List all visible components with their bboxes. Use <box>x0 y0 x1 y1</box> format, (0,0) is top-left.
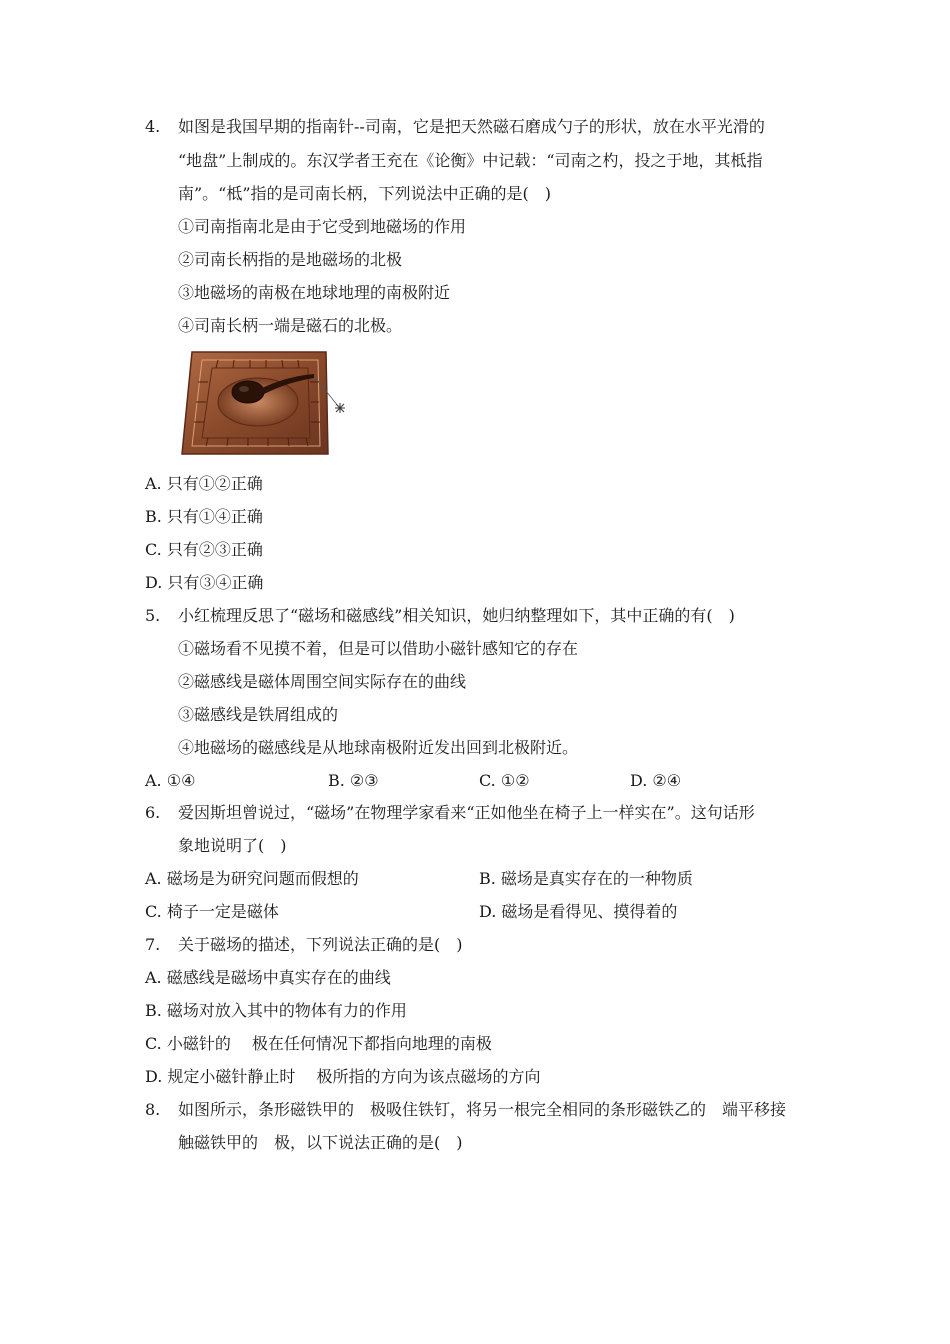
q7-text-line1: 关于磁场的描述，下列说法正确的是( ) <box>178 935 463 954</box>
q5-statement-4: ④地磁场的磁感线是从地球南极附近发出回到北极附近。 <box>178 738 579 757</box>
q8-number: 8. <box>145 1100 161 1119</box>
q8-text-line2: 触磁铁甲的 极，以下说法正确的是( ) <box>178 1133 463 1152</box>
q4-option-c: C. 只有②③正确 <box>145 540 263 559</box>
sinan-compass-icon <box>178 346 356 458</box>
q6-option-b: B. 磁场是真实存在的一种物质 <box>479 869 693 888</box>
q5-option-a: A. ①④ <box>145 771 196 790</box>
q4-statement-3: ③地磁场的南极在地球地理的南极附近 <box>178 283 451 302</box>
q5-statement-1: ①磁场看不见摸不着，但是可以借助小磁针感知它的存在 <box>178 639 579 658</box>
q6-text-line1: 爱因斯坦曾说过，“磁场”在物理学家看来“正如他坐在椅子上一样实在”。这句话形 <box>178 803 755 822</box>
q6-text-line2: 象地说明了( ) <box>178 836 287 855</box>
q4-text-line1: 如图是我国早期的指南针--司南，它是把天然磁石磨成勺子的形状，放在水平光滑的 <box>178 117 765 136</box>
q7-option-d: D. 规定小磁针静止时 极所指的方向为该点磁场的方向 <box>145 1067 541 1086</box>
q7-number: 7. <box>145 935 161 954</box>
q4-statement-4: ④司南长柄一端是磁石的北极。 <box>178 316 403 335</box>
q7-option-b: B. 磁场对放入其中的物体有力的作用 <box>145 1001 407 1020</box>
q6-option-c: C. 椅子一定是磁体 <box>145 902 279 921</box>
q5-statement-2: ②磁感线是磁体周围空间实际存在的曲线 <box>178 672 467 691</box>
q4-text-line2: “地盘”上制成的。东汉学者王充在《论衡》中记载：“司南之杓，投之于地，其柢指 <box>178 151 763 170</box>
q4-statement-1: ①司南指南北是由于它受到地磁场的作用 <box>178 217 467 236</box>
q4-option-b: B. 只有①④正确 <box>145 507 263 526</box>
q5-text-line1: 小红梳理反思了“磁场和磁感线”相关知识，她归纳整理如下，其中正确的有( ) <box>178 606 735 625</box>
q5-option-d: D. ②④ <box>630 771 682 790</box>
q4-number: 4. <box>145 117 161 136</box>
q4-option-a: A. 只有①②正确 <box>145 474 263 493</box>
q7-option-a: A. 磁感线是磁场中真实存在的曲线 <box>145 968 391 987</box>
q4-option-d: D. 只有③④正确 <box>145 573 264 592</box>
q8-text-line1: 如图所示，条形磁铁甲的 极吸住铁钉，将另一根完全相同的条形磁铁乙的 端平移接 <box>178 1100 787 1119</box>
q6-option-d: D. 磁场是看得见、摸得着的 <box>479 902 678 921</box>
q7-option-c: C. 小磁针的 极在任何情况下都指向地理的南极 <box>145 1034 492 1053</box>
q5-option-b: B. ②③ <box>328 771 379 790</box>
q5-option-c: C. ①② <box>479 771 530 790</box>
sinan-compass-figure <box>178 346 356 458</box>
q4-statement-2: ②司南长柄指的是地磁场的北极 <box>178 250 403 269</box>
q5-number: 5. <box>145 606 161 625</box>
q6-number: 6. <box>145 803 161 822</box>
q6-option-a: A. 磁场是为研究问题而假想的 <box>145 869 359 888</box>
q4-text-line3: 南”。“柢”指的是司南长柄，下列说法中正确的是( ) <box>178 184 552 203</box>
q5-statement-3: ③磁感线是铁屑组成的 <box>178 705 339 724</box>
